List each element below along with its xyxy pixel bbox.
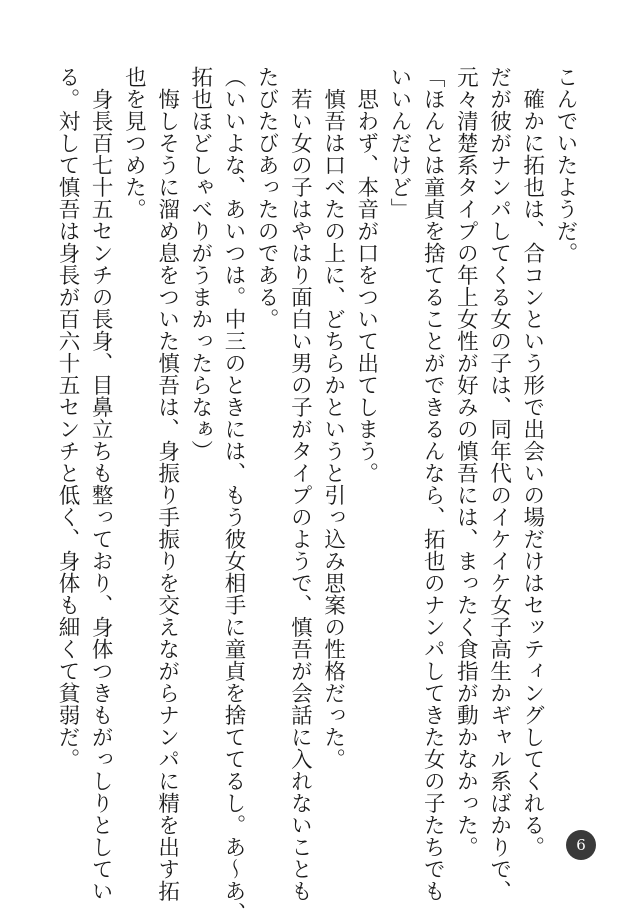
text-line: だが彼がナンパしてくる女の子は、同年代のイケイケ女子高生かギャル系ばかりで、 [486, 66, 512, 902]
text-line: 思わず、本音が口をついて出てしまう。 [353, 66, 379, 484]
text-line: 元々清楚系タイプの年上女性が好みの慎吾には、まったく食指が動かなかった。 [453, 66, 479, 858]
text-line: たびたびあったのである。 [254, 66, 280, 330]
text-line: 若い女の子はやはり面白い男の子がタイプのようで、慎吾が会話に入れないことも [287, 66, 313, 902]
text-line: いいんだけど」 [386, 66, 412, 220]
text-line: 拓也ほどしゃべりがうまかったらなぁ） [187, 66, 213, 462]
text-line: る。対して慎吾は身長が百六十五センチと低く、身体も細くて貧弱だ。 [54, 66, 80, 770]
text-line: 慎吾は口べたの上に、どちらかというと引っ込み思案の性格だった。 [320, 66, 346, 770]
text-line: 悔しそうに溜め息をついた慎吾は、身振り手振りを交えながらナンパに精を出す拓 [154, 66, 180, 902]
page-number-badge: 6 [566, 830, 596, 860]
text-line: 確かに拓也は、合コンという形で出会いの場だけはセッティングしてくれる。 [519, 66, 545, 858]
body-text [51, 66, 582, 924]
text-line: （いいよな、あいつは。中三のときには、もう彼女相手に童貞を捨ててるし。あ～あ、 [220, 66, 246, 924]
text-line: 身長百七十五センチの長身、目鼻立ちも整っており、身体つきもがっしりとしてい [88, 66, 114, 902]
text-line: 也を見つめた。 [121, 66, 147, 220]
text-line: 「ほんとは童貞を捨てることができるんなら、拓也のナンパしてきた女の子たちでも [420, 66, 446, 902]
text-line: こんでいたようだ。 [553, 66, 578, 264]
